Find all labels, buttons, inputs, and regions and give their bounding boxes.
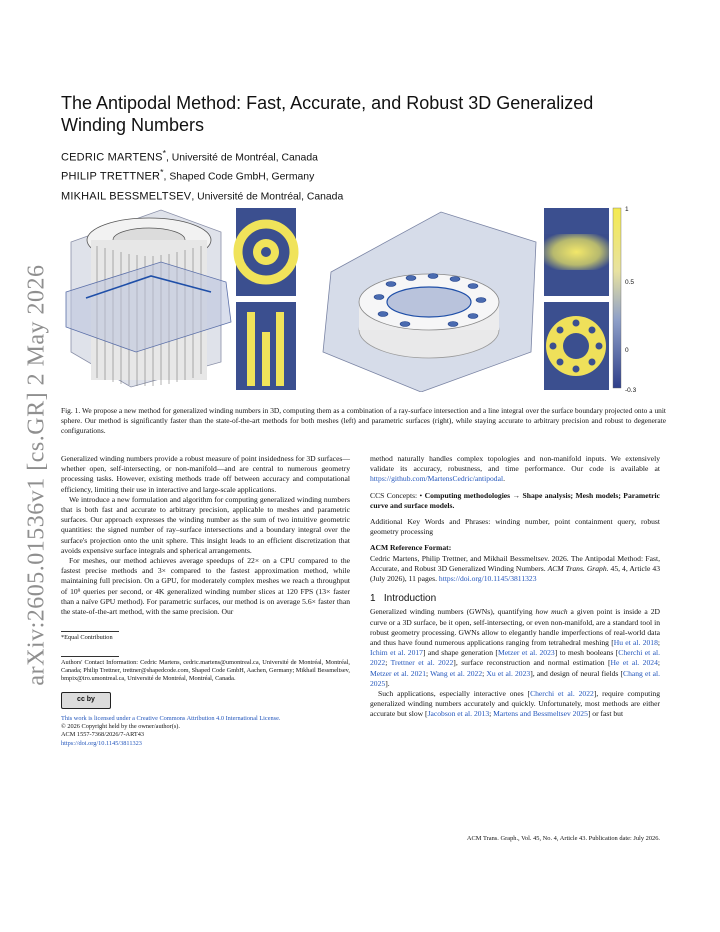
code-link[interactable]: https://github.com/MartensCedric/antipodal bbox=[370, 474, 504, 484]
copyright: © 2026 Copyright held by the owner/author(s). bbox=[61, 722, 180, 730]
teaser-figure bbox=[61, 202, 666, 392]
right-column bbox=[370, 454, 660, 720]
colorbar-tick: 0.5 bbox=[625, 279, 635, 286]
citation-link[interactable]: Metzer et al. 2021 bbox=[370, 668, 426, 678]
keywords: Additional Key Words and Phrases: winding number, point containment query, robust geometry processing bbox=[370, 517, 660, 537]
author-line: MIKHAIL BESSMELTSEV, Université de Montréal, Canada bbox=[61, 190, 344, 203]
reference-doi-link[interactable]: https://doi.org/10.1145/3811323 bbox=[438, 574, 537, 584]
paper-title: The Antipodal Method: Fast, Accurate, and Robust 3D Generalized Winding Numbers bbox=[61, 93, 594, 135]
contact-info: Authors' Contact Information: Cedric Martens, cedric.martens@umontreal.ca, Université de Montréal, Montréal, Canada; Philip Trettner, trettner@shapedcode.com, Shaped Code GmbH, Aachen, Germany; Mikhail Bessmeltsev, bmpix@iro.umontreal.ca, Université de Montréal, Montréal, Canada. bbox=[61, 658, 350, 683]
left-column bbox=[61, 454, 350, 748]
contact-rule bbox=[61, 656, 119, 657]
issn: ACM 1557-7368/2026/7-ART43 bbox=[61, 731, 145, 739]
parametric-slice-top bbox=[544, 208, 609, 296]
citation-link[interactable]: Xu et al. 2023 bbox=[486, 668, 531, 678]
citation-link[interactable]: He et al. 2024 bbox=[610, 658, 658, 668]
colorbar bbox=[613, 208, 621, 388]
abstract-p1: Generalized winding numbers provide a robust measure of point insidedness for 3D surfaces—whether open, self-intersecting, or non-manifold—and are central to numerous geometry processing tasks. However, existing methods trade off between accuracy and computational efficiency, limiting their use in interactive and large-scale applications. bbox=[61, 454, 350, 494]
citation-link[interactable]: Jacobson et al. 2013 bbox=[427, 709, 490, 719]
colorbar-tick: 0 bbox=[625, 347, 629, 354]
reference-text: Cedric Martens, Philip Trettner, and Mikhail Bessmeltsev. 2026. The Antipodal Method: Fast, Accurate, and Robust 3D Generalized Winding Numbers. ACM Trans. Graph. 45, 4, Article 43 (July 2026), 11 pages. https://doi.org/10.1145/3811323 bbox=[370, 553, 660, 584]
author-line: CEDRIC MARTENS*, Université de Montréal, Canada bbox=[61, 148, 318, 164]
author-line: PHILIP TRETTNER*, Shaped Code GmbH, Germany bbox=[61, 167, 315, 183]
citation-link[interactable]: Martens and Bessmeltsev 2025 bbox=[493, 709, 588, 719]
mesh-slice-bottom bbox=[236, 302, 296, 390]
citation-link[interactable]: Cherchi et al. 2022 bbox=[370, 648, 660, 668]
section-heading: 1 Introduction bbox=[370, 593, 437, 605]
arxiv-stamp: arXiv:2605.01536v1 [cs.GR] 2 May 2026 bbox=[23, 264, 50, 686]
cc-by-badge[interactable]: cc by bbox=[61, 692, 111, 709]
intro-p2: Such applications, especially interactive ones [Cherchi et al. 2022], require computing generalized winding numbers accurately and quickly. Unfortunately, most methods are either accurate but slow [Jacobson et al. 2013; Martens and Bessmeltsev 2025] or fast but bbox=[370, 689, 660, 719]
doi-link[interactable]: https://doi.org/10.1145/3811323 bbox=[61, 739, 142, 747]
colorbar-tick: 1 bbox=[625, 206, 629, 213]
citation-link[interactable]: Trettner et al. 2022 bbox=[390, 658, 454, 668]
citation-link[interactable]: Wang et al. 2022 bbox=[430, 668, 483, 678]
footnote: *Equal Contribution bbox=[61, 633, 113, 641]
colorbar-tick: -0.3 bbox=[625, 387, 637, 392]
figure-caption: Fig. 1. We propose a new method for generalized winding numbers in 3D, computing them as a combination of a ray-surface intersection and a line integral over the surface boundary projected onto a unit sphere. Our method is significantly faster than the state-of-the-art methods for both meshes (left) and parametric surfaces (right), while staying accurate to arbitrary precision and robust to degenerate configurations. bbox=[61, 406, 666, 435]
author-list bbox=[61, 146, 661, 204]
abstract-p2: We introduce a new formulation and algorithm for computing generalized winding numbers that is both fast and accurate to arbitrary precision, applicable to meshes and parametric surfaces. Our approach expresses the winding number as the sum of two intuitive geometric quantities: the signed number of ray–surface intersections and a boundary integral over the surface's projection onto the unit sphere. This insight leads to an efficient discretization that avoids expensive surface integrals and spherical arrangements. bbox=[61, 494, 350, 555]
abstract-p4: method naturally handles complex topologies and non-manifold inputs. We extensively validate its accuracy, robustness, and time performance. Our code is available at https://github.com/MartensCedric/antipodal. bbox=[370, 454, 660, 484]
reference-heading: ACM Reference Format: bbox=[370, 543, 452, 553]
page-footer: ACM Trans. Graph., Vol. 45, No. 4, Article 43. Publication date: July 2026. bbox=[466, 835, 660, 842]
mesh-gear-render bbox=[66, 210, 231, 387]
footnote-rule bbox=[61, 631, 119, 632]
ccs-concepts: CCS Concepts: • Computing methodologies → Shape analysis; Mesh models; Parametric curve and surface models. bbox=[370, 490, 660, 510]
citation-link[interactable]: Ichim et al. 2017 bbox=[370, 648, 423, 658]
parametric-ring-render bbox=[323, 212, 536, 392]
citation-link[interactable]: Metzer et al. 2023 bbox=[497, 648, 555, 658]
citation-link[interactable]: Chang et al. 2025 bbox=[370, 668, 660, 688]
intro-p1: Generalized winding numbers (GWNs), quantifying how much a given point is inside a 2D curve or a 3D surface, be it open, self-intersecting, or even non-manifold, are a standard tool in robust geometry processing. GWNs allow to elegantly handle imperfections of real-world data and thus have found numerous applications ranging from tetrahedral meshing [Hu et al. 2018; Ichim et al. 2017] and shape generation [Metzer et al. 2023] to mesh booleans [Cherchi et al. 2022; Trettner et al. 2022], surface reconstruction and normal estimation [He et al. 2024; Metzer et al. 2021; Wang et al. 2022; Xu et al. 2023], and design of neural fields [Chang et al. 2025]. bbox=[370, 607, 661, 688]
mesh-slice-top bbox=[236, 208, 296, 296]
citation-link[interactable]: Cherchi et al. 2022 bbox=[530, 689, 594, 699]
abstract-p3: For meshes, our method achieves average speedups of 22× on a CPU compared to the fastest precise methods and 3× compared to the fastest approximation method, while maintaining full precision. On a GPU, for moderately complex meshes we reach a throughput of 10⁹ queries per second, or 4K generalized winding number slices at 120 FPS (13× faster than a naïve GPU method). For parametric surfaces, our method is on average 5.6× faster than the state-of-the-art method, with the same precision. Our bbox=[61, 556, 350, 617]
citation-link[interactable]: Hu et al. 2018 bbox=[613, 638, 658, 648]
license-link[interactable]: This work is licensed under a Creative Commons Attribution 4.0 International License. bbox=[61, 714, 281, 722]
parametric-slice-bottom bbox=[544, 302, 609, 390]
